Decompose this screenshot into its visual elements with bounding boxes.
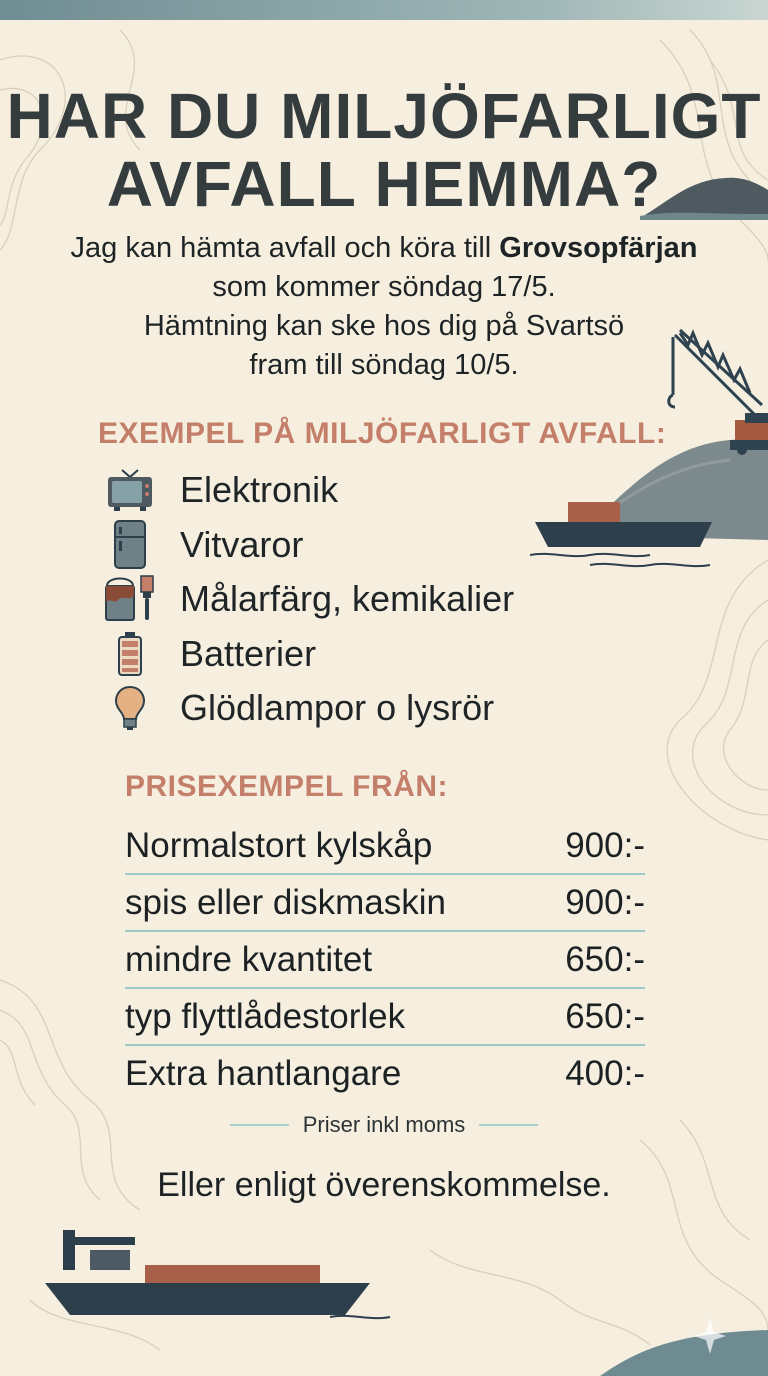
page-title-line-2: AVFALL HEMMA? <box>106 148 662 220</box>
water-corner-illustration <box>600 1318 768 1376</box>
waste-list <box>100 463 514 736</box>
intro-line-1 <box>0 229 768 267</box>
examples-heading: EXEMPEL PÅ MILJÖFARLIGT AVFALL: <box>98 417 667 450</box>
waste-item-label: Glödlampor o lysrör <box>180 687 495 729</box>
intro-line-2: som kommer söndag 17/5. <box>212 271 556 303</box>
divider <box>230 1124 289 1126</box>
price-table <box>125 818 645 1101</box>
fridge-icon <box>100 520 160 570</box>
divider <box>479 1124 538 1126</box>
intro-highlight: Grovsopfärjan <box>499 232 698 264</box>
price-note-text: Priser inkl moms <box>302 1112 466 1137</box>
footer-text: Eller enligt överenskommelse. <box>157 1166 611 1204</box>
list-item <box>100 681 514 736</box>
intro-line-3: Hämtning kan ske hos dig på Svartsö <box>143 310 625 342</box>
light-bulb-icon <box>100 683 160 733</box>
intro-line-4: fram till söndag 10/5. <box>249 349 519 381</box>
list-item <box>100 518 514 573</box>
price-item: Normalstort kylskåp <box>125 826 433 865</box>
list-item <box>100 627 514 682</box>
top-banner-strip <box>0 0 768 20</box>
price-item: spis eller diskmaskin <box>125 883 446 922</box>
list-item <box>100 572 514 627</box>
waste-item-label: Målarfärg, kemikalier <box>180 578 515 620</box>
price-item: mindre kvantitet <box>125 940 373 979</box>
intro-text: Jag kan hämta avfall och köra till <box>70 232 500 264</box>
battery-icon <box>100 629 160 679</box>
list-item <box>100 463 514 518</box>
cargo-ship-illustration <box>30 1225 410 1325</box>
price-note <box>230 1112 538 1138</box>
table-row <box>125 1046 645 1101</box>
price-item: typ flyttlådestorlek <box>125 997 406 1036</box>
price-value: 900:- <box>565 826 645 865</box>
table-row <box>125 875 645 932</box>
page-title-line-1: HAR DU MILJÖFARLIGT <box>6 80 762 152</box>
price-value: 650:- <box>565 997 645 1036</box>
prices-heading: PRISEXEMPEL FRÅN: <box>125 770 448 803</box>
price-value: 900:- <box>565 883 645 922</box>
price-item: Extra hantlangare <box>125 1054 402 1093</box>
price-value: 650:- <box>565 940 645 979</box>
table-row <box>125 989 645 1046</box>
table-row <box>125 818 645 875</box>
price-value: 400:- <box>565 1054 645 1093</box>
waste-item-label: Elektronik <box>180 469 339 511</box>
waste-item-label: Vitvaror <box>180 523 304 565</box>
paint-can-icon <box>100 574 160 624</box>
table-row <box>125 932 645 989</box>
tv-icon <box>100 465 160 515</box>
waste-item-label: Batterier <box>180 632 317 674</box>
